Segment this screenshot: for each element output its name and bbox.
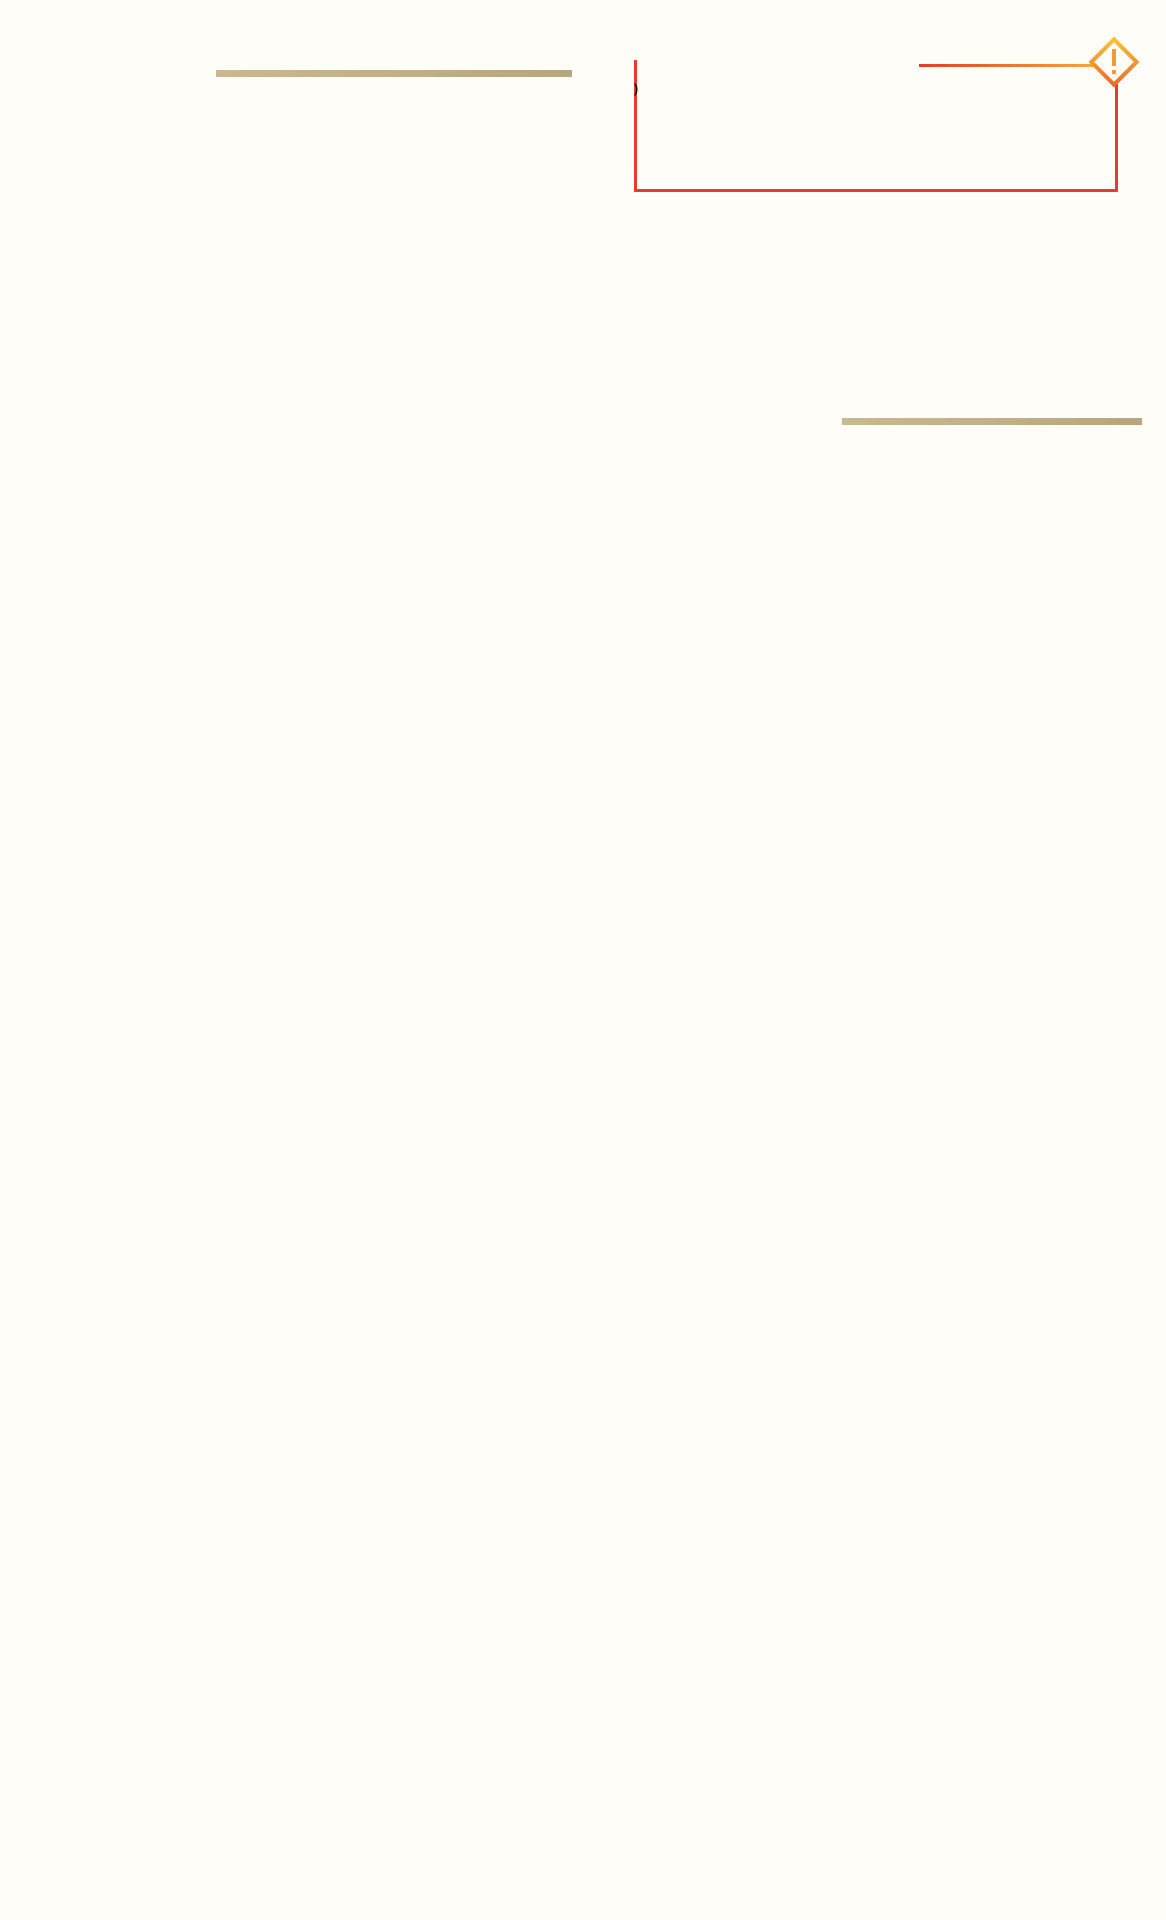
spice-level-close: ) <box>634 82 639 96</box>
spice-level-legend <box>634 80 1114 98</box>
noodle-header <box>634 388 1142 392</box>
spice-advisory <box>634 48 1120 194</box>
title-rule <box>216 70 572 77</box>
title-rule <box>842 418 1142 425</box>
advisory-top-line <box>919 64 1097 67</box>
advisory-lines <box>634 80 1114 98</box>
entree-header <box>22 42 572 46</box>
